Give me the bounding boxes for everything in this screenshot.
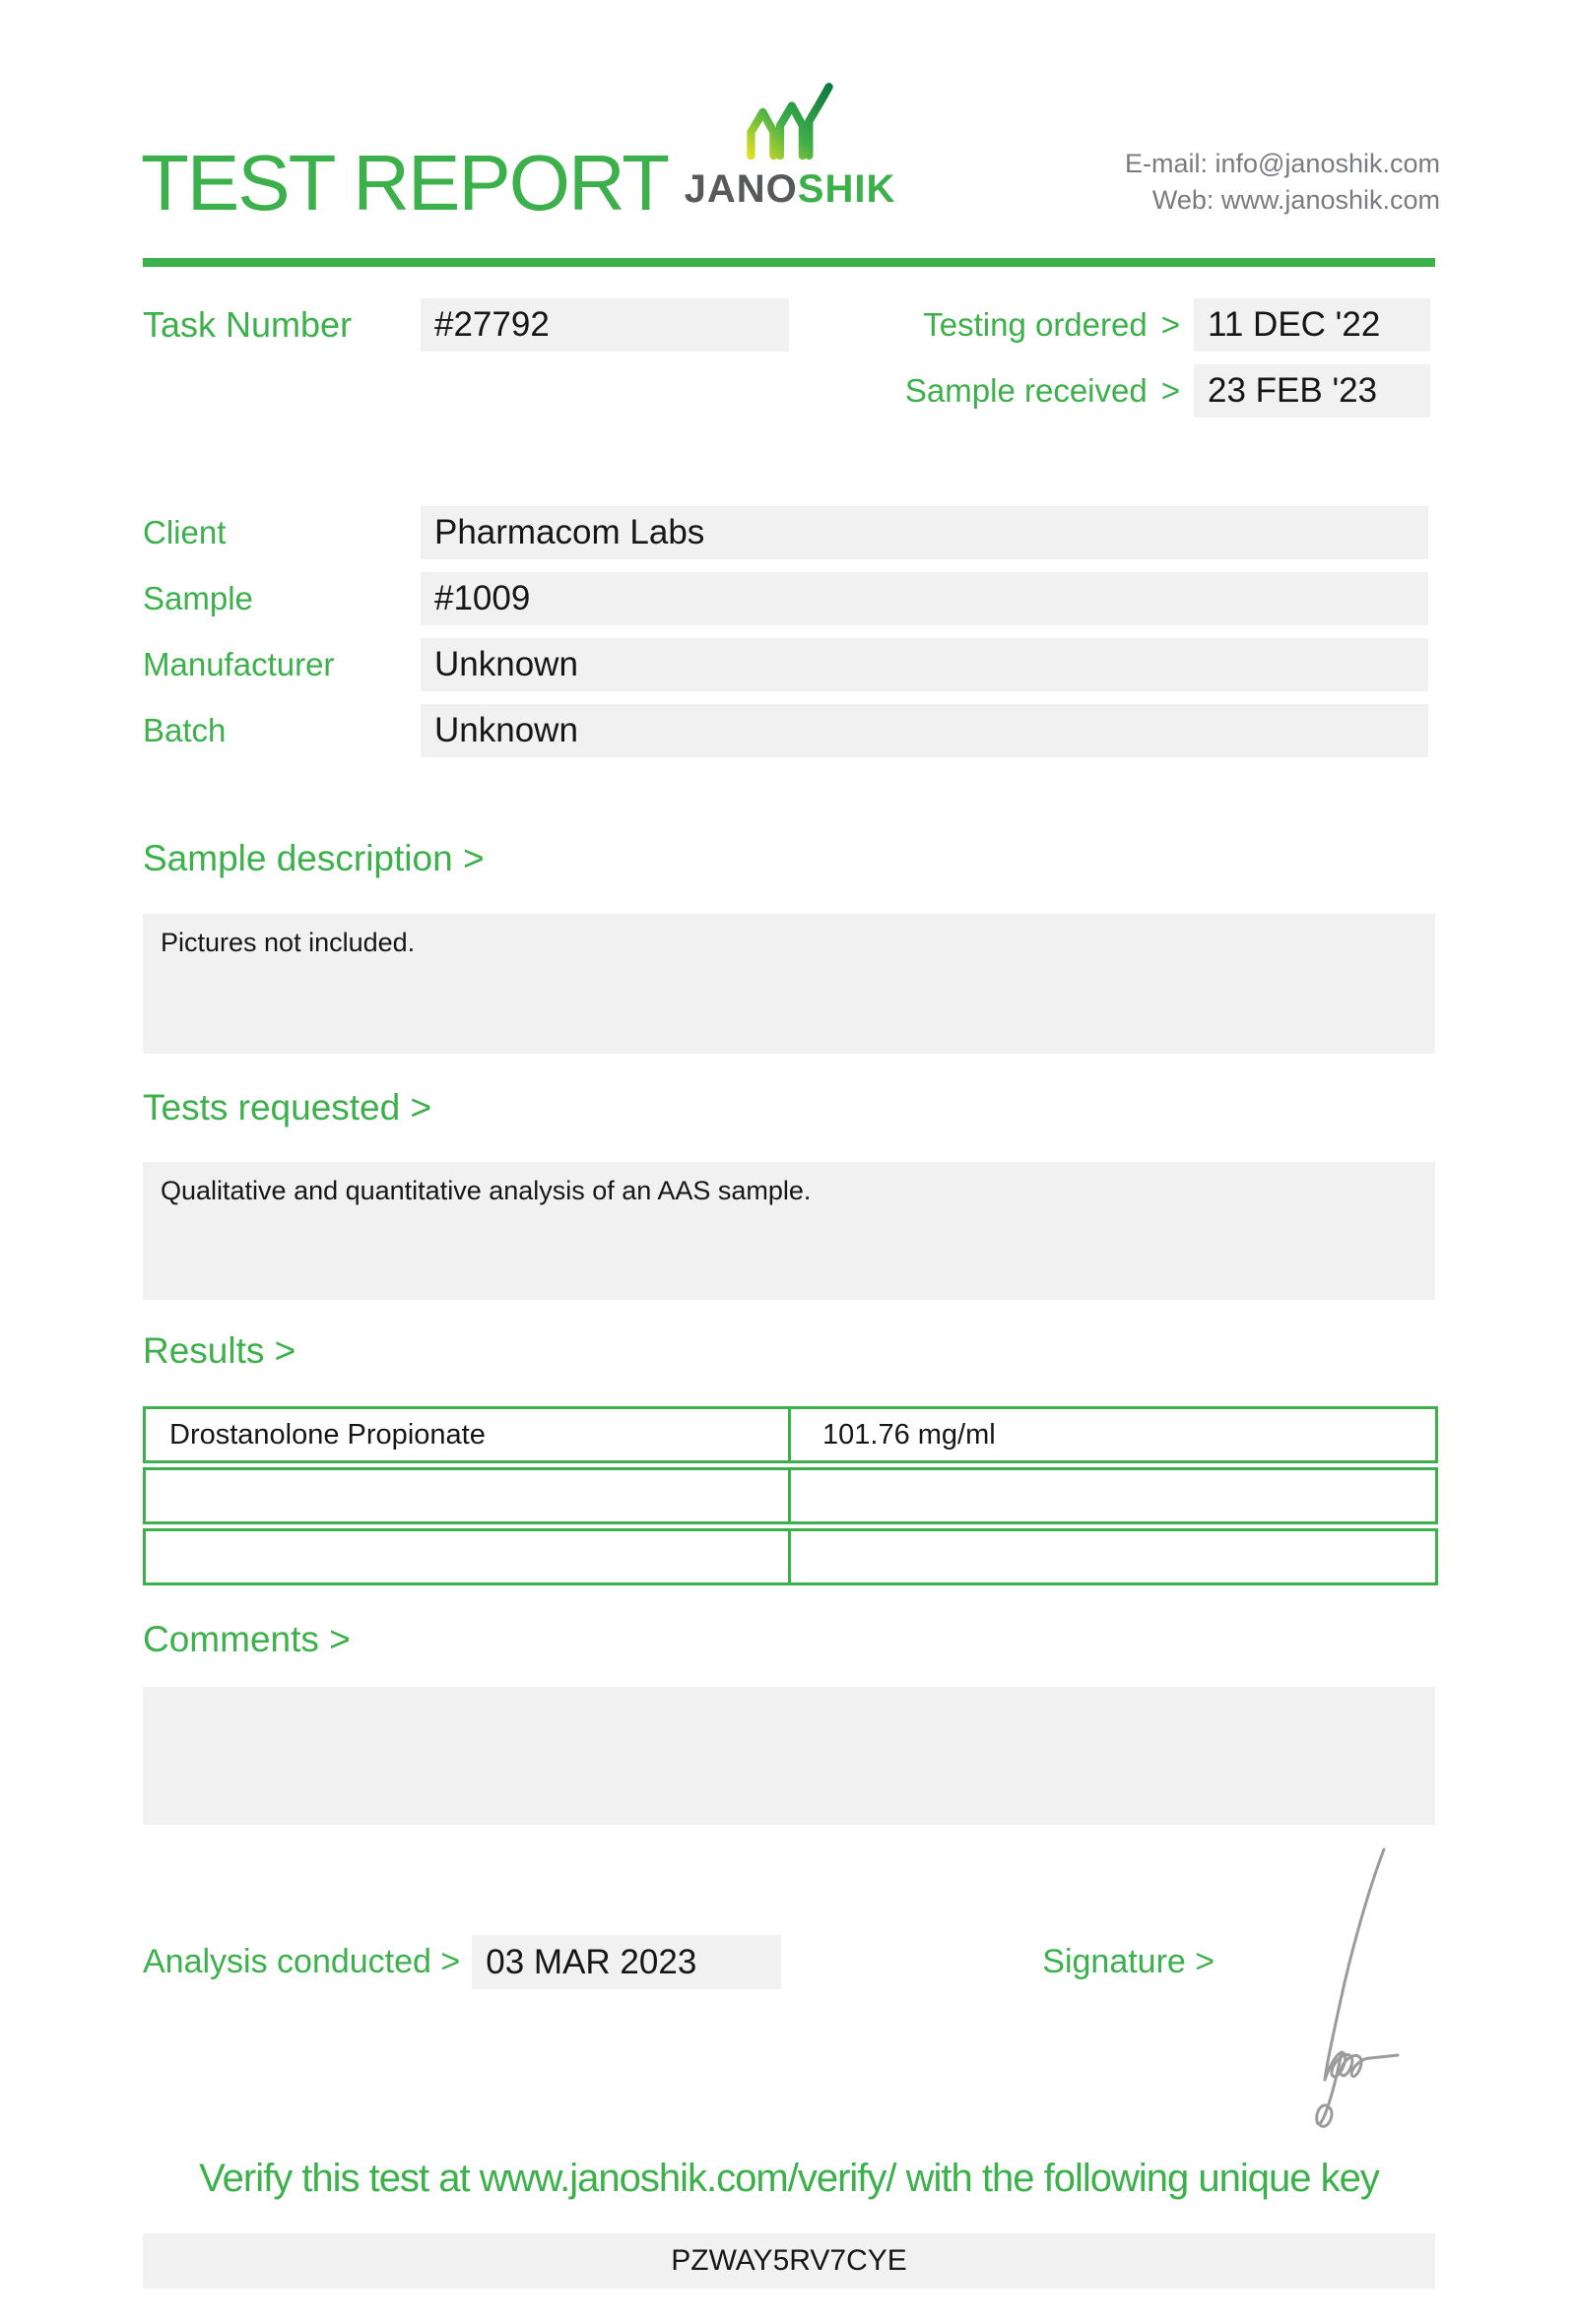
testing-ordered-chevron: > — [1160, 306, 1180, 343]
verify-text: Verify this test at www.janoshik.com/verify/ with the following unique key — [199, 2157, 1379, 2200]
task-number-row — [143, 298, 789, 352]
sample-value: #1009 — [421, 572, 1428, 625]
manufacturer-label: Manufacturer — [143, 646, 335, 682]
manufacturer-row — [143, 638, 1428, 691]
sample-received-row — [905, 364, 1430, 418]
comments-heading: Comments > — [143, 1619, 351, 1659]
result-value-cell — [791, 1470, 1435, 1521]
result-name-cell — [146, 1470, 791, 1521]
analysis-row — [143, 1935, 1435, 1989]
table-row — [143, 1467, 1438, 1524]
sample-info-section — [143, 506, 1428, 770]
task-section — [143, 298, 1435, 426]
sample-description-heading: Sample description > — [143, 838, 485, 878]
sample-row — [143, 572, 1428, 625]
task-number-label: Task Number — [143, 304, 353, 345]
order-dates — [905, 298, 1430, 430]
table-row — [143, 1406, 1438, 1463]
task-number-value: #27792 — [421, 298, 789, 352]
web-line: Web: www.janoshik.com — [1151, 185, 1440, 215]
client-value: Pharmacom Labs — [421, 506, 1428, 559]
manufacturer-value: Unknown — [421, 638, 1428, 691]
tests-requested-heading: Tests requested > — [143, 1087, 432, 1128]
unique-key-value: PZWAY5RV7CYE — [671, 2244, 907, 2277]
testing-ordered-value: 11 DEC '22 — [1194, 298, 1430, 352]
batch-label: Batch — [143, 712, 227, 748]
result-value-cell: 101.76 mg/ml — [822, 1419, 996, 1451]
comments-box — [143, 1687, 1435, 1825]
signature-image — [1266, 1843, 1423, 2139]
sample-description-box — [143, 914, 1435, 1054]
testing-ordered-label: Testing ordered — [923, 306, 1148, 343]
signature-label: Signature > — [1042, 1943, 1215, 1980]
result-name-cell — [146, 1531, 791, 1582]
logo-text-shik: SHIK — [797, 167, 896, 211]
growth-chart-icon — [745, 83, 835, 163]
batch-row — [143, 704, 1428, 757]
tests-requested-box — [143, 1162, 1435, 1300]
email-line: E-mail: info@janoshik.com — [1124, 149, 1440, 178]
logo-wordmark — [678, 167, 902, 212]
janoshik-logo — [678, 83, 902, 212]
unique-key-box — [143, 2233, 1435, 2289]
results-heading: Results > — [143, 1330, 296, 1371]
analysis-date-value: 03 MAR 2023 — [472, 1935, 781, 1989]
analysis-conducted-label: Analysis conducted > — [143, 1943, 461, 1980]
logo-text-jano: JANO — [684, 167, 798, 211]
sample-received-chevron: > — [1160, 372, 1180, 409]
results-table — [143, 1406, 1438, 1589]
contact-info — [1125, 146, 1440, 219]
testing-ordered-row — [905, 298, 1430, 352]
result-name-cell: Drostanolone Propionate — [146, 1409, 791, 1460]
header-divider — [143, 258, 1435, 267]
result-value-cell — [791, 1531, 1435, 1582]
sample-received-label: Sample received — [904, 372, 1148, 409]
sample-description-text: Pictures not included. — [161, 928, 416, 957]
sample-received-value: 23 FEB '23 — [1194, 364, 1430, 418]
report-title: TEST REPORT — [141, 139, 669, 226]
table-row — [143, 1528, 1438, 1585]
sample-label: Sample — [143, 580, 253, 616]
tests-requested-text: Qualitative and quantitative analysis of an AAS sample. — [161, 1176, 812, 1205]
client-label: Client — [143, 514, 227, 550]
batch-value: Unknown — [421, 704, 1428, 757]
client-row — [143, 506, 1428, 559]
